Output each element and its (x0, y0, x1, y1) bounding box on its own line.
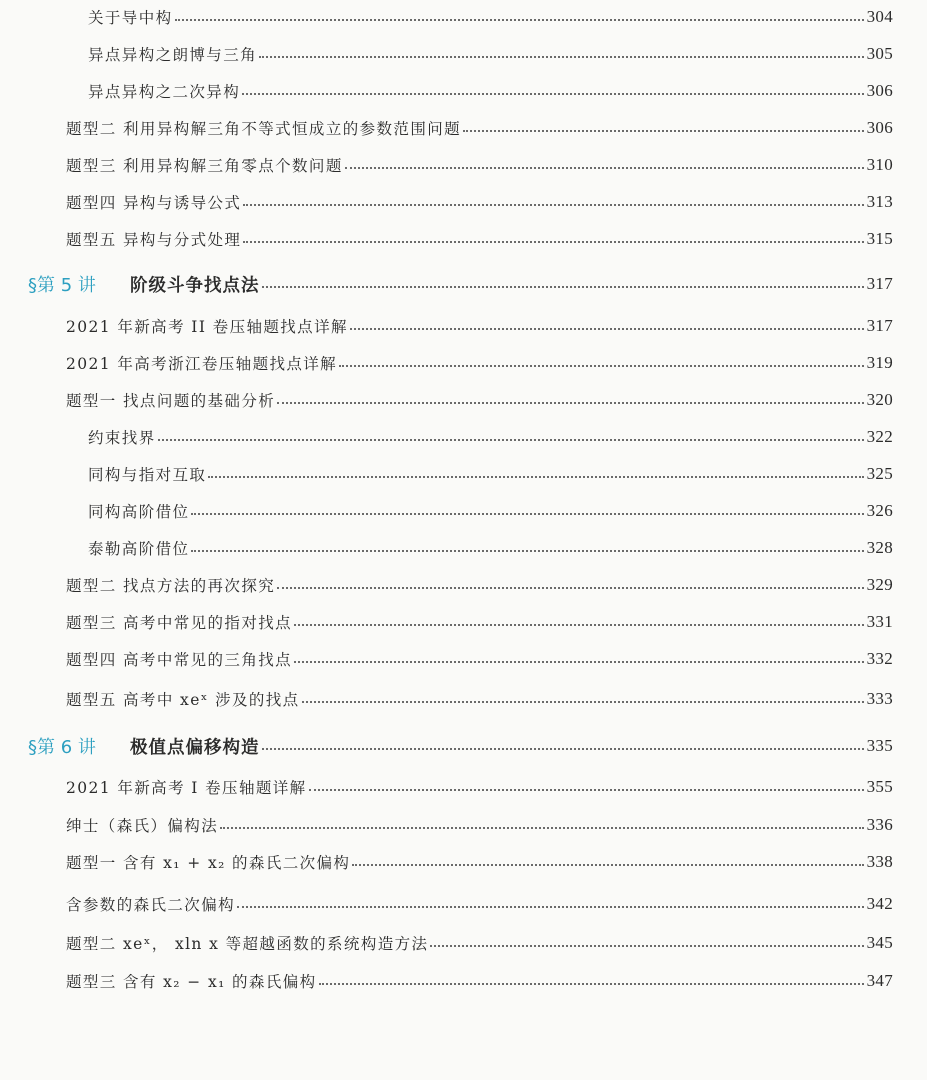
chapter-title: 阶级斗争找点法 (130, 275, 260, 296)
page-number: 332 (866, 649, 893, 668)
dot-leader (259, 56, 864, 58)
entry-title: 题型一 含有 x₁ + x₂ 的森氏二次偏构 (66, 854, 351, 872)
entry-title: 绅士（森氏）偏构法 (66, 817, 219, 835)
dot-leader (350, 328, 864, 330)
entry-title: 题型三 利用异构解三角零点个数问题 (66, 157, 343, 175)
toc-entry (0, 348, 927, 378)
dot-leader (191, 513, 863, 515)
entry-title: 题型三 高考中常见的指对找点 (66, 614, 293, 632)
entry-title: 题型五 高考中 xeˣ 涉及的找点 (66, 691, 300, 709)
page-number: 328 (866, 538, 893, 557)
toc-entry (0, 150, 927, 180)
chapter-label: §第 6 讲 (28, 737, 96, 758)
entry-title: 异点异构之二次异构 (88, 83, 241, 101)
toc-entry (0, 2, 927, 32)
toc-entry (0, 533, 927, 563)
page-number: 335 (866, 736, 893, 755)
dot-leader (262, 748, 864, 750)
page-number: 331 (866, 612, 893, 631)
dot-leader (243, 204, 863, 206)
toc-entry (0, 187, 927, 217)
entry-title: 题型四 高考中常见的三角找点 (66, 651, 293, 669)
dot-leader (277, 587, 863, 589)
dot-leader (242, 93, 863, 95)
toc-entry (0, 224, 927, 254)
dot-leader (277, 402, 863, 404)
page-number: 345 (866, 933, 893, 952)
entry-title: 题型一 找点问题的基础分析 (66, 392, 276, 410)
dot-leader (339, 365, 864, 367)
toc-entry (0, 385, 927, 415)
entry-title: 异点异构之朗博与三角 (88, 46, 258, 64)
toc-entry (0, 847, 927, 877)
toc-entry (0, 810, 927, 840)
entry-title: 题型二 找点方法的再次探究 (66, 577, 276, 595)
toc-entry (0, 570, 927, 600)
chapter-heading (0, 729, 927, 763)
page-number: 347 (866, 971, 893, 990)
toc-entry (0, 644, 927, 674)
entry-title: 含参数的森氏二次偏构 (66, 896, 236, 914)
page-number: 304 (866, 7, 893, 26)
page-number: 306 (866, 81, 893, 100)
toc-entry (0, 684, 927, 714)
entry-title: 关于导中构 (88, 9, 173, 27)
page-number: 329 (866, 575, 893, 594)
dot-leader (309, 789, 864, 791)
page-number: 315 (866, 229, 893, 248)
entry-title: 同构高阶借位 (88, 503, 190, 521)
page-number: 317 (866, 274, 893, 293)
page-number: 336 (866, 815, 893, 834)
page-number: 342 (866, 894, 893, 913)
toc-entry (0, 39, 927, 69)
page-number: 305 (866, 44, 893, 63)
entry-title: 同构与指对互取 (88, 466, 207, 484)
page-number: 326 (866, 501, 893, 520)
toc-entry (0, 607, 927, 637)
dot-leader (243, 241, 863, 243)
page-number: 310 (866, 155, 893, 174)
chapter-title: 极值点偏移构造 (130, 737, 260, 758)
dot-leader (302, 701, 864, 703)
entry-title: 2021 年新高考 II 卷压轴题找点详解 (66, 318, 348, 336)
entry-title: 约束找界 (88, 429, 156, 447)
dot-leader (191, 550, 863, 552)
toc-entry (0, 311, 927, 341)
entry-title: 2021 年高考浙江卷压轴题找点详解 (66, 355, 338, 373)
page-number: 306 (866, 118, 893, 137)
toc-entry (0, 772, 927, 802)
dot-leader (430, 945, 863, 947)
dot-leader (220, 827, 863, 829)
page-number: 333 (866, 689, 893, 708)
dot-leader (175, 19, 864, 21)
dot-leader (319, 983, 864, 985)
chapter-heading (0, 267, 927, 301)
dot-leader (352, 864, 863, 866)
page-number: 322 (866, 427, 893, 446)
page-number: 325 (866, 464, 893, 483)
toc-entry (0, 496, 927, 526)
toc-entry (0, 889, 927, 919)
toc-entry (0, 76, 927, 106)
entry-title: 题型二 xeˣ， xln x 等超越函数的系统构造方法 (66, 935, 429, 953)
dot-leader (237, 906, 864, 908)
entry-title: 题型四 异构与诱导公式 (66, 194, 242, 212)
entry-title: 题型二 利用异构解三角不等式恒成立的参数范围问题 (66, 120, 462, 138)
dot-leader (294, 624, 864, 626)
toc-entry (0, 966, 927, 996)
entry-title: 题型五 异构与分式处理 (66, 231, 242, 249)
dot-leader (262, 286, 864, 288)
dot-leader (345, 167, 864, 169)
entry-title: 2021 年新高考 I 卷压轴题详解 (66, 779, 307, 797)
dot-leader (208, 476, 863, 478)
toc-entry (0, 422, 927, 452)
page-number: 320 (866, 390, 893, 409)
chapter-label: §第 5 讲 (28, 275, 96, 296)
dot-leader (463, 130, 864, 132)
page-number: 317 (866, 316, 893, 335)
toc-entry (0, 459, 927, 489)
toc-entry (0, 928, 927, 958)
page-number: 338 (866, 852, 893, 871)
dot-leader (158, 439, 864, 441)
page-number: 319 (866, 353, 893, 372)
page-number: 355 (866, 777, 893, 796)
page-number: 313 (866, 192, 893, 211)
dot-leader (294, 661, 864, 663)
entry-title: 题型三 含有 x₂ − x₁ 的森氏偏构 (66, 973, 317, 991)
entry-title: 泰勒高阶借位 (88, 540, 190, 558)
toc-entry (0, 113, 927, 143)
